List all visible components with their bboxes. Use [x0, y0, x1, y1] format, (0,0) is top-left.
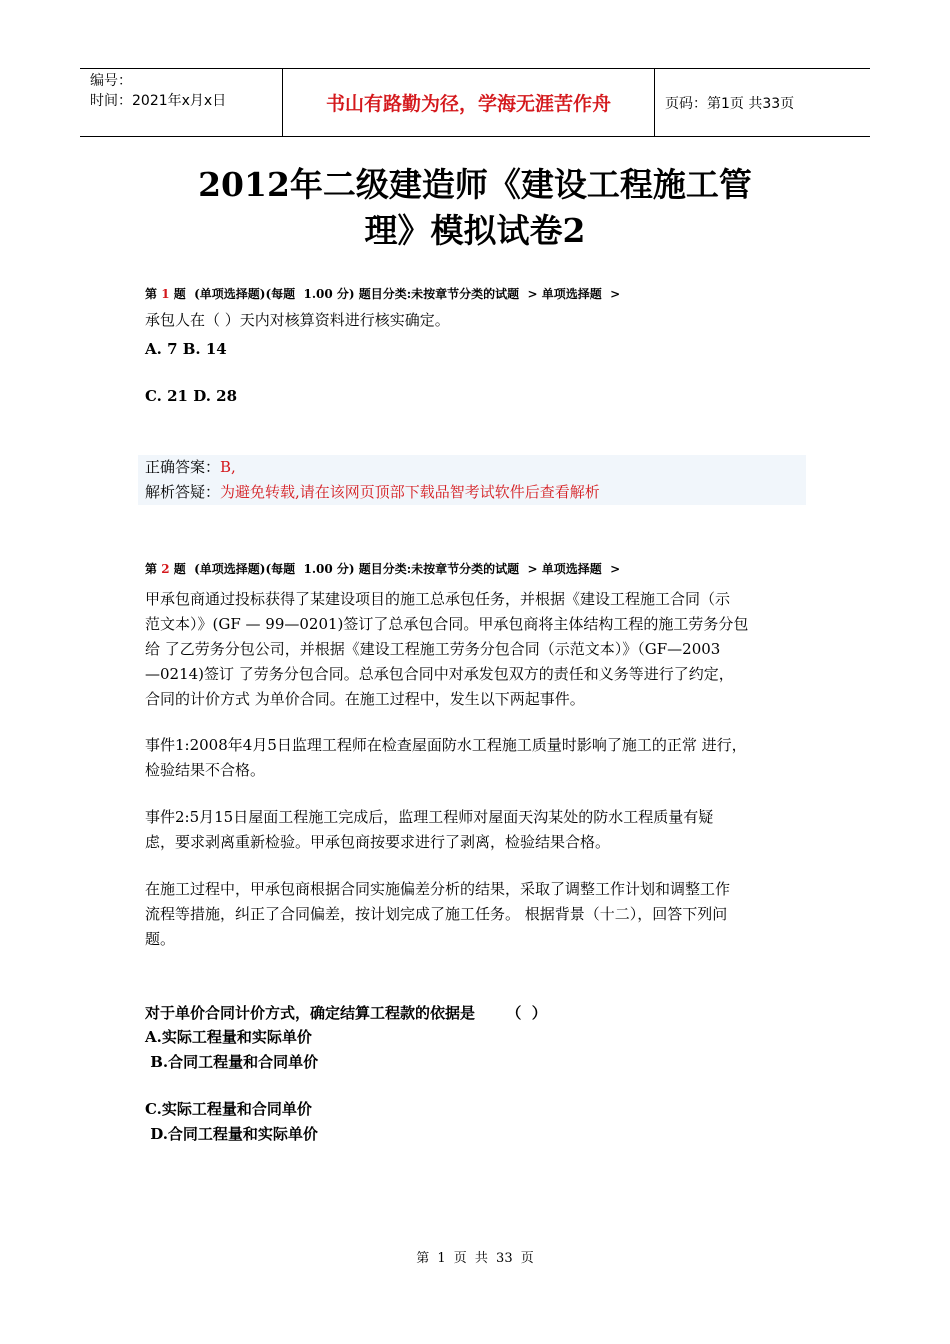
- page-footer: 第 1 页 共 33 页: [416, 1251, 534, 1266]
- question-2-option-b: B.合同工程量和合同单价: [145, 1053, 319, 1071]
- header-page-info: 页码：第1页 共33页: [665, 95, 795, 112]
- question-2-sub-question: 对于单价合同计价方式，确定结算工程款的依据是 （ ）: [145, 1004, 547, 1022]
- question-2-option-d: D.合同工程量和实际单价: [145, 1125, 318, 1143]
- question-1-stem: 承包人在（ ）天内对核算资料进行核实确定。: [145, 311, 450, 329]
- analysis-line: 解析答疑：为避免转载,请在该网页顶部下载品智考试软件后查看解析: [145, 483, 600, 501]
- header-motto-cell: [282, 69, 655, 136]
- answer-line: 正确答案：B,: [145, 458, 236, 476]
- header-meta: [80, 69, 282, 136]
- page-header: [80, 68, 870, 137]
- question-1-number: 1: [161, 287, 170, 301]
- time-label: 时间：2021年x月x日: [90, 93, 227, 109]
- question-2-paragraph-4: 在施工过程中，甲承包商根据合同实施偏差分析的结果，采取了调整工作计划和调整工作 流程等措施，纠正了合同偏差，按计划完成了施工任务。 根据背景（十二），回答下列问 题。: [145, 880, 731, 948]
- question-2-paragraph-3: 事件2:5月15日屋面工程施工完成后，监理工程师对屋面天沟某处的防水工程质量有疑 虑，要求剥离重新检验。甲承包商按要求进行了剥离，检验结果合格。: [145, 808, 714, 851]
- page-title: [120, 162, 830, 254]
- question-2-paragraph-1: 甲承包商通过投标获得了某建设项目的施工总承包任务，并根据《建设工程施工合同（示 范文本）》(GF — 99—0201)签订了总承包合同。甲承包商将主体结构工程的施工劳务分包 给 了乙劳务分包公司，并根据《建设工程施工劳务分包合同（示范文本）》（GF—2003 —0214)签订 了劳务分包合同。总承包合同中对承发包双方的责任和义务等进行了约定， 合同的计价方式 为单价合同。在施工过程中，发生以下两起事件。: [145, 590, 749, 708]
- question-2-paragraph-2: 事件1:2008年4月5日监理工程师在检查屋面防水工程施工质量时影响了施工的正常 进行， 检验结果不合格。: [145, 736, 747, 779]
- answer-value: B,: [220, 458, 236, 476]
- question-2-number: 2: [161, 562, 170, 576]
- question-2-option-c: C.实际工程量和合同单价: [145, 1100, 312, 1118]
- analysis-value: 为避免转载,请在该网页顶部下载品智考试软件后查看解析: [220, 483, 600, 501]
- question-2-header: 第 2 题 (单项选择题)(每题 1.00 分) 题目分类:未按章节分类的试题 > 单项选择题 >: [145, 562, 621, 576]
- question-1-answer-box: [138, 455, 806, 505]
- number-label: 编号：: [90, 73, 132, 89]
- question-2-option-a: A.实际工程量和实际单价: [145, 1028, 312, 1046]
- motto: 书山有路勤为径，学海无涯苦作舟: [325, 93, 611, 115]
- title-line-2: 理》模拟试卷2: [364, 211, 586, 250]
- title-line-1: 2012年二级建造师《建设工程施工管: [198, 165, 752, 204]
- question-1-header: 第 1 题 (单项选择题)(每题 1.00 分) 题目分类:未按章节分类的试题 > 单项选择题 >: [145, 287, 621, 301]
- question-1-options-cd: C. 21 D. 28: [145, 387, 238, 405]
- question-1-options-ab: A. 7 B. 14: [145, 340, 227, 358]
